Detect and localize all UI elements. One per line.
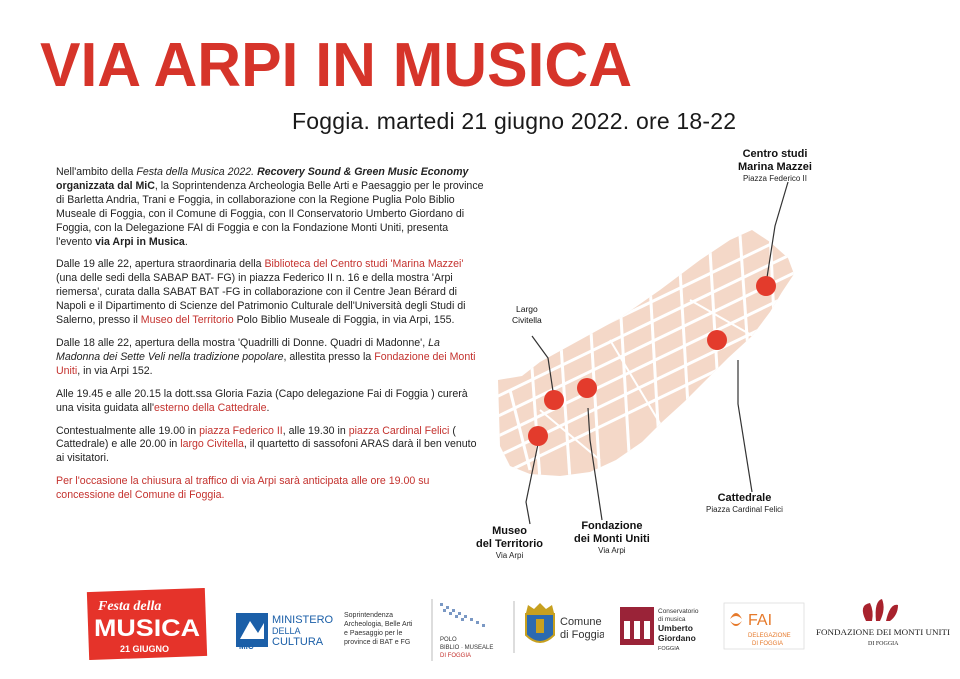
text-run: , in via Arpi 152. (77, 364, 153, 377)
comune-l2: di Foggia (560, 629, 604, 641)
monti-l2: DI FOGGIA (868, 641, 899, 647)
polo-l1: POLO (440, 637, 457, 643)
text-run[interactable]: Museo del Territorio (140, 314, 234, 327)
text-run[interactable]: largo Civitella (180, 438, 244, 451)
fai-logo[interactable] (722, 599, 808, 655)
text-run: (una delle sedi della SABAP BAT- FG) in piazza Federico II n. 16 e della mostra 'Arpi riemersa', curata dalla SABAT BAT -FG in collaborazione con il Centre Jean Bérard di Napoli e il Dipartimento di Scienze del Patrimonio Culturale dell'Università degli Studi di Salerno, presso il (56, 272, 466, 327)
comune-l1: Comune (560, 616, 602, 628)
text-run: La Madonna dei Sette Veli nella tradizione popolare (56, 336, 440, 363)
text-run[interactable]: esterno della Cattedrale (154, 401, 267, 414)
page-title (40, 28, 640, 98)
text-run: Polo Biblio Museale di Foggia, in via Arpi, 155. (233, 314, 455, 327)
text-run: Dalle 18 alle 22, apertura della mostra 'Quadrilli di Donne. Quadri di Madonne', (56, 336, 429, 349)
paragraph-biblioteca (56, 258, 486, 328)
fondazione-monti-uniti-logo[interactable] (814, 595, 954, 655)
partner-logos (0, 583, 960, 673)
text-run[interactable]: Per l'occasione la chiusura al traffico di via Arpi sarà anticipata alle ore 19.00 su concessione del Comune di Foggia. (56, 475, 430, 502)
marker-museo[interactable] (528, 426, 548, 446)
ministero-cultura-logo[interactable] (236, 609, 426, 653)
marker-fondazione[interactable] (577, 378, 597, 398)
label-museo: Museo del Territorio Via Arpi (476, 525, 544, 560)
text-run[interactable]: piazza Cardinal Felici (348, 424, 450, 437)
cons-l4: Giordano (658, 633, 696, 643)
polo-biblio-museale-logo[interactable] (430, 597, 506, 663)
text-run: . (266, 401, 270, 414)
fai-l2: DELEGAZIONE (748, 633, 791, 639)
cons-l2: di musica (658, 616, 686, 623)
label-centro-studi: Centro studi Marina Mazzei Piazza Federico II (738, 148, 812, 183)
conservatorio-logo[interactable] (616, 599, 712, 655)
polo-l3: DI FOGGIA (440, 653, 472, 659)
text-run: organizzata dal MiC (56, 179, 155, 192)
polo-l2: BIBLIO · MUSEALE (440, 645, 494, 651)
text-run: Contestualmente alle 19.00 in (56, 424, 200, 437)
comune-foggia-logo[interactable] (512, 599, 604, 655)
text-run: ( Cattedrale) e alle 20.00 in (56, 424, 456, 451)
mic-sop2: Archeologia, Belle Arti (344, 621, 413, 628)
text-run: Nell'ambito della (56, 166, 137, 178)
festa-l2: MUSICA (94, 615, 200, 642)
text-run[interactable]: Fondazione dei Monti Uniti (56, 350, 476, 377)
paragraph-traffico (56, 475, 486, 503)
mic-sop4: province di BAT e FG (344, 639, 411, 646)
text-run: Dalle 19 alle 22, apertura straordinaria della (56, 258, 265, 271)
map (470, 140, 950, 580)
cons-l3: Umberto (658, 623, 693, 633)
fai-l3: DI FOGGIA (752, 641, 784, 647)
text-run: , allestita presso la (283, 350, 375, 363)
text-run: . (184, 235, 188, 248)
text-run: , alle 19.30 in (282, 424, 349, 437)
label-fondazione: Fondazione dei Monti Uniti Via Arpi (574, 520, 650, 555)
text-run: Festa della Musica 2022. (136, 166, 258, 178)
description-text (56, 166, 486, 512)
text-run: , il quartetto di sassofoni ARAS darà il ben venuto ai visitatori. (56, 438, 477, 465)
monti-l1: FONDAZIONE DEI MONTI UNITI (816, 628, 951, 637)
title-text: VIA ARPI IN MUSICA (40, 31, 632, 98)
marker-cattedrale[interactable] (707, 330, 727, 350)
paragraph-intro (56, 166, 486, 249)
mic-l2: DELLA (272, 626, 301, 636)
marker-largo-civitella[interactable] (544, 390, 564, 410)
label-largo-civitella: Largo Civitella (512, 304, 542, 325)
text-run: via Arpi in Musica (95, 235, 185, 248)
festa-l1: Festa della (98, 599, 162, 614)
festa-l3: 21 GIUGNO (120, 644, 170, 654)
cons-l5: FOGGIA (658, 646, 680, 652)
cons-l1: Conservatorio (658, 608, 699, 615)
paragraph-mostra (56, 337, 486, 379)
marker-centro-studi[interactable] (756, 276, 776, 296)
text-run: Alle 19.45 e alle 20.15 la dott.ssa Gloria Fazia (Capo delegazione Fai di Foggia ) curerà una visita guidata all' (56, 387, 468, 414)
text-run: Recovery Sound & Green Music Economy (257, 166, 469, 178)
text-run: , la Soprintendenza Archeologia Belle Arti e Paesaggio per le province di Barletta Andria, Trani e Foggia, in collaborazione con la Regione Puglia Polo Biblio Museale di Foggia, con il Comune di Foggia, con Il Conservatorio Umberto Giordano di Foggia, con la Delegazione FAI di Foggia e con la Fondazione Monti Uniti, presenta l'evento (56, 179, 484, 248)
mic-abbr: MiC (239, 642, 254, 651)
mic-l1: MINISTERO (272, 614, 334, 626)
paragraph-quartetto (56, 425, 486, 467)
festa-della-musica-logo[interactable] (86, 588, 208, 660)
paragraph-visita (56, 388, 486, 416)
mic-sop1: Soprintendenza (344, 612, 394, 619)
event-date: Foggia. martedi 21 giugno 2022. ore 18-22 (292, 108, 737, 134)
mic-l3: CULTURA (272, 636, 324, 648)
mic-sop3: e Paesaggio per le (344, 630, 403, 637)
text-run[interactable]: Biblioteca del Centro studi 'Marina Mazzei' (264, 258, 464, 271)
text-run[interactable]: piazza Federico II (199, 424, 283, 437)
fai-l1: FAI (748, 612, 773, 629)
label-cattedrale: Cattedrale Piazza Cardinal Felici (706, 492, 783, 514)
